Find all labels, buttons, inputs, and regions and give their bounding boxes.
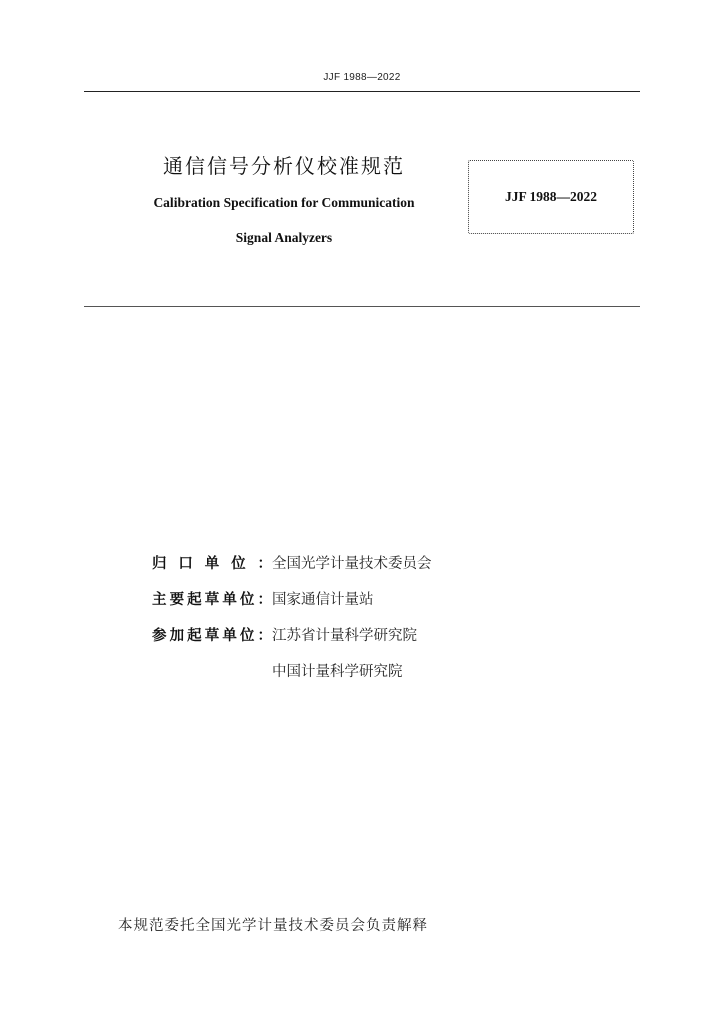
unit-row-main-drafter: [152, 588, 432, 612]
running-header-code: JJF 1988—2022: [323, 72, 401, 83]
unit-row-participating-drafter: [152, 624, 432, 648]
unit-label: 归口单位：: [152, 556, 272, 572]
document-title-chinese: 通信信号分析仪校准规范: [163, 154, 405, 178]
unit-value: 国家通信计量站: [272, 592, 374, 608]
document-title-english-line-2: Signal Analyzers: [235, 230, 333, 245]
unit-value: 江苏省计量科学研究院: [272, 628, 417, 644]
unit-label: 主要起草单位：: [152, 592, 272, 608]
header-divider: [84, 91, 640, 92]
interpretation-note: 本规范委托全国光学计量技术委员会负责解释: [118, 918, 428, 934]
title-divider: [84, 306, 640, 307]
unit-value: 全国光学计量技术委员会: [272, 556, 432, 572]
drafting-units-list: [152, 552, 432, 696]
unit-row-responsible: [152, 552, 432, 576]
specification-code-box: [468, 160, 634, 234]
unit-label: 参加起草单位：: [152, 628, 272, 644]
specification-code: JJF 1988—2022: [504, 189, 598, 204]
unit-row-participating-drafter-continued: [152, 660, 432, 684]
document-title-english-line-1: Calibration Specification for Communication: [153, 195, 415, 210]
unit-value: 中国计量科学研究院: [272, 664, 403, 680]
